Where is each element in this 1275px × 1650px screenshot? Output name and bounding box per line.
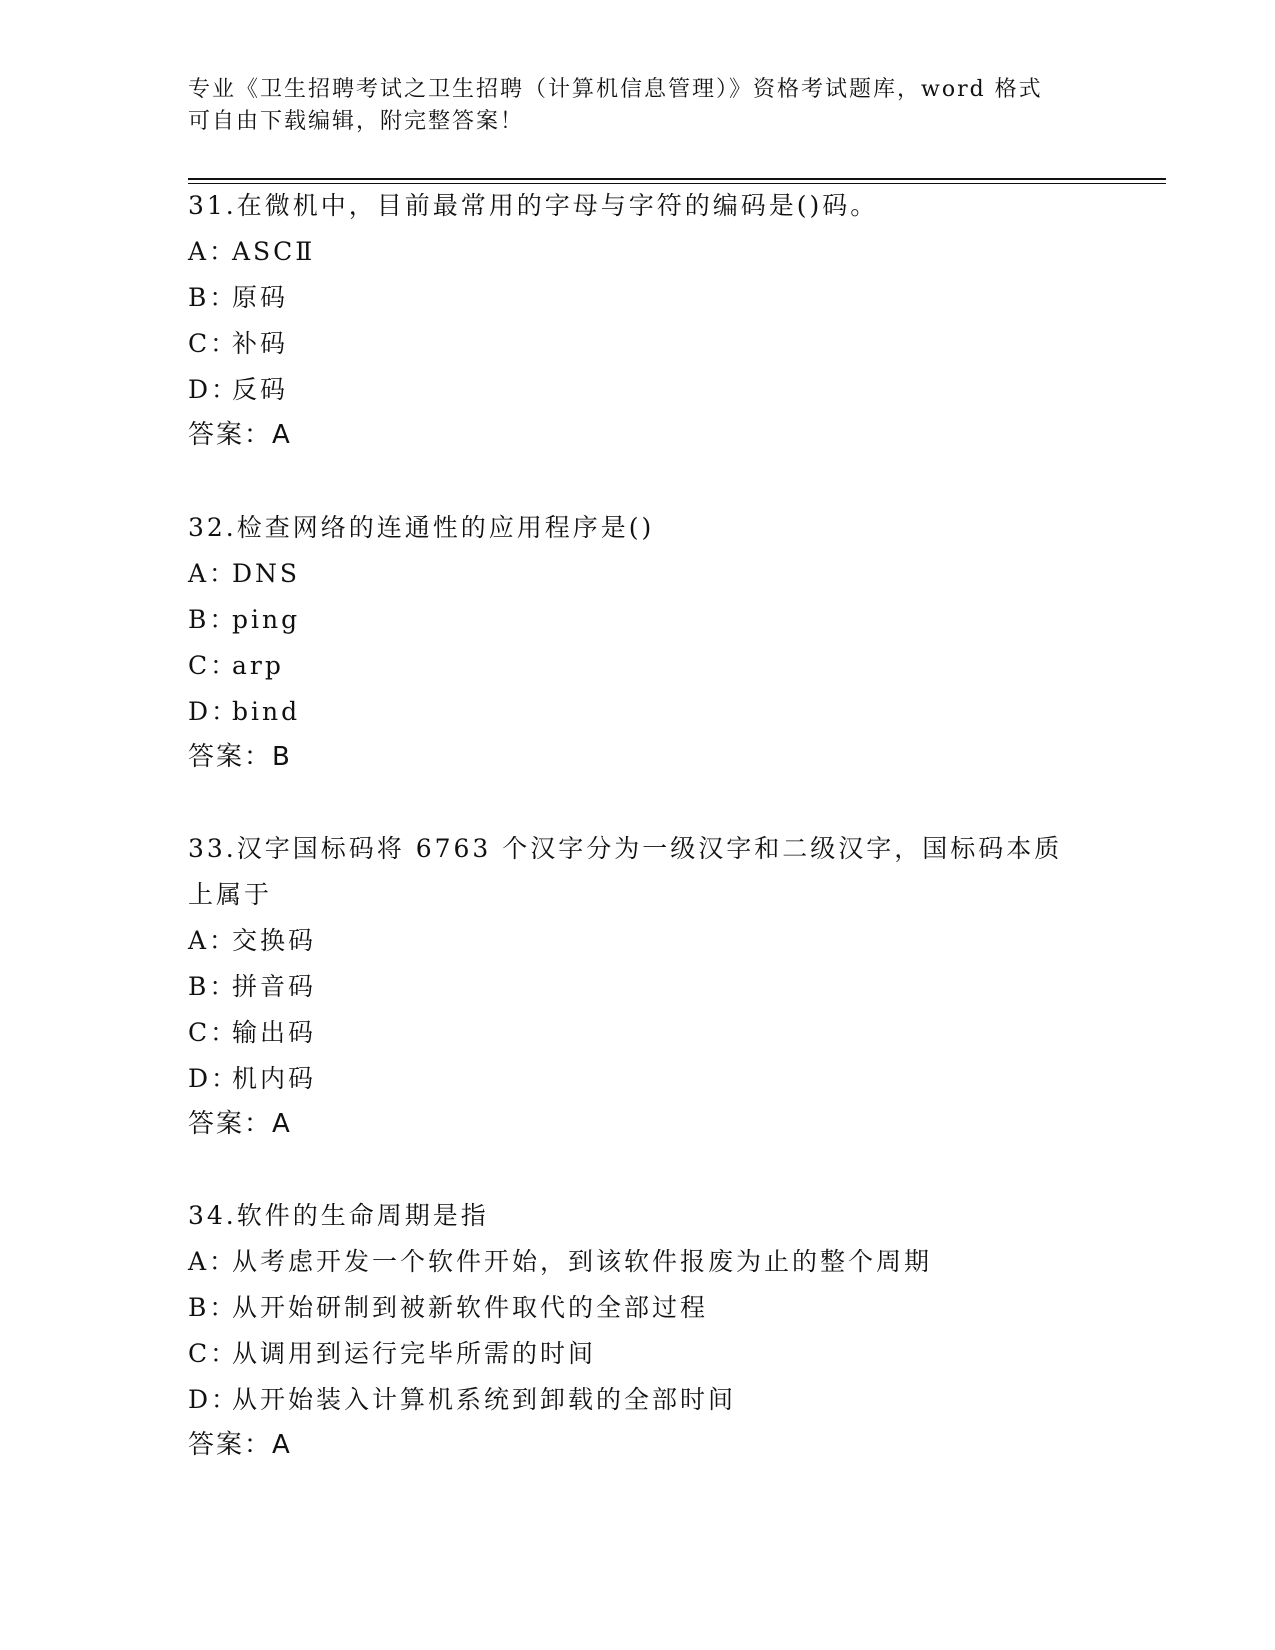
document-header <box>188 74 1088 138</box>
question-34 <box>188 1193 1088 1467</box>
option-b: B：从开始研制到被新软件取代的全部过程 <box>188 1293 709 1322</box>
option-b: B：拼音码 <box>188 972 317 1001</box>
question-stem <box>188 826 1088 918</box>
option-a: A：从考虑开发一个软件开始，到该软件报废为止的整个周期 <box>188 1247 933 1276</box>
option-d: D：bind <box>188 697 301 726</box>
option-d: D：反码 <box>188 375 289 404</box>
header-divider <box>188 178 1166 180</box>
header-line-1: 专业《卫生招聘考试之卫生招聘（计算机信息管理）》资格考试题库，word 格式 <box>188 77 1043 102</box>
question-stem: 32.检查网络的连通性的应用程序是() <box>188 513 655 542</box>
answer: 答案：B <box>188 742 292 772</box>
question-stem: 31.在微机中，目前最常用的字母与字符的编码是()码。 <box>188 191 879 220</box>
option-a: A：交换码 <box>188 926 317 955</box>
option-b: B：原码 <box>188 283 289 312</box>
question-31 <box>188 183 1088 457</box>
header-line-2: 可自由下载编辑，附完整答案！ <box>188 109 525 134</box>
option-c: C：输出码 <box>188 1018 317 1047</box>
option-c: C：从调用到运行完毕所需的时间 <box>188 1339 597 1368</box>
option-b: B：ping <box>188 605 301 634</box>
question-33 <box>188 826 1088 1146</box>
option-a: A：ASCⅡ <box>188 237 316 266</box>
question-stem-line-1: 33.汉字国标码将 6763 个汉字分为一级汉字和二级汉字，国标码本质 <box>188 834 1063 863</box>
question-stem-line-2: 上属于 <box>188 880 273 909</box>
option-d: D：从开始装入计算机系统到卸载的全部时间 <box>188 1385 737 1414</box>
option-c: C：补码 <box>188 329 289 358</box>
question-stem: 34.软件的生命周期是指 <box>188 1201 489 1230</box>
option-a: A：DNS <box>188 559 301 588</box>
answer: 答案：A <box>188 1430 292 1460</box>
option-c: C：arp <box>188 651 284 680</box>
option-d: D：机内码 <box>188 1064 317 1093</box>
question-32 <box>188 505 1088 779</box>
answer: 答案：A <box>188 1109 292 1139</box>
answer: 答案：A <box>188 420 292 450</box>
